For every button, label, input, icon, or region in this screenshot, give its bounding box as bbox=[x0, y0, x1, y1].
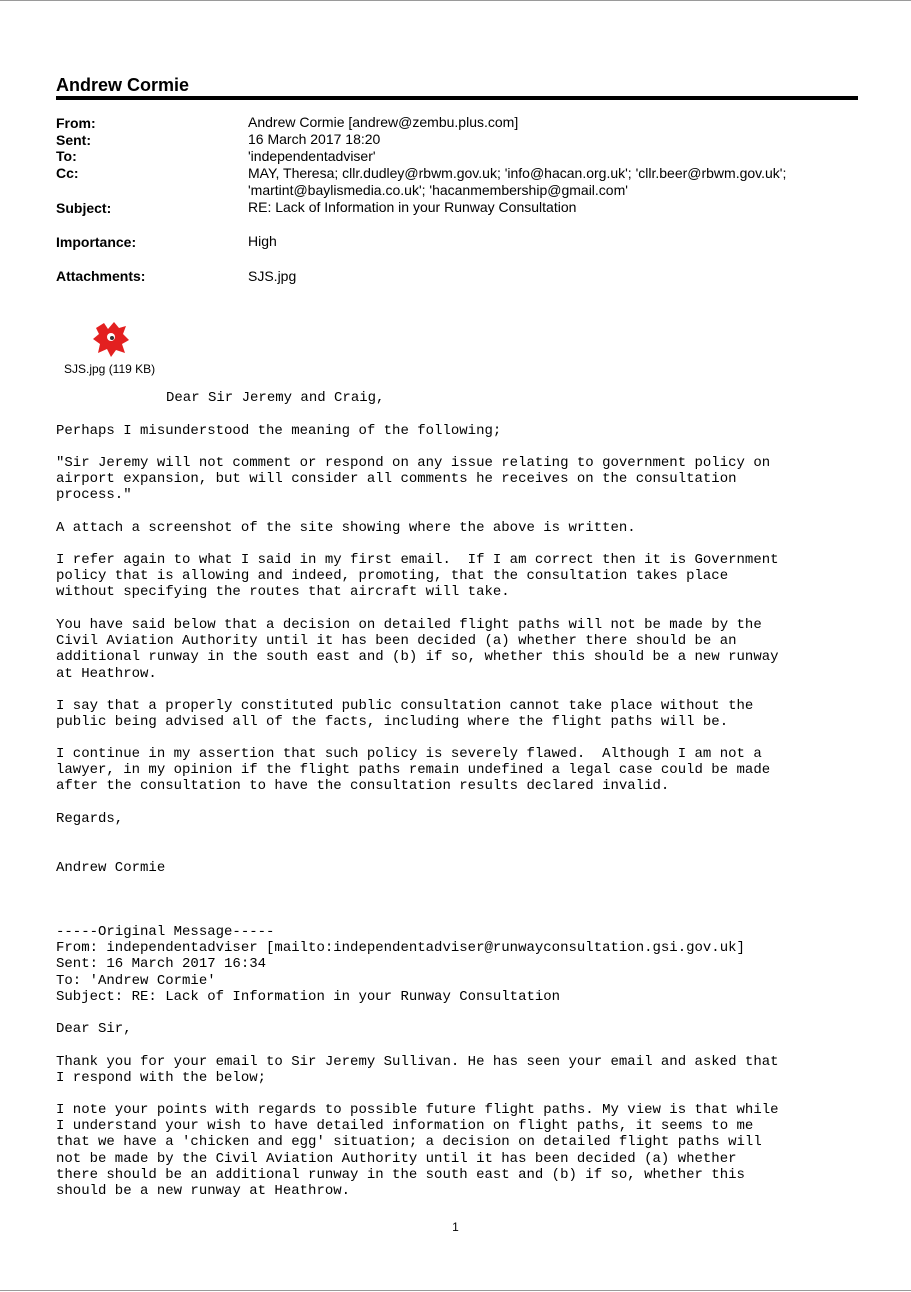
original-message-header: -----Original Message----- From: independentadviser [mailto:independentadviser@runwayconsultation.gsi.gov.uk] Sent: 16 March 2017 16:34 To: 'Andrew Cormie' Subject: RE: Lack of Information in your Runway Consultation bbox=[56, 924, 745, 1005]
attachments-value: SJS.jpg bbox=[248, 268, 297, 284]
sender-name-heading: Andrew Cormie bbox=[56, 75, 190, 95]
image-thumbnail-icon bbox=[92, 320, 130, 358]
body-paragraph-3: A attach a screenshot of the site showing where the above is written. bbox=[56, 520, 636, 536]
subject-label: Subject: bbox=[56, 200, 112, 216]
closing: Regards, bbox=[56, 811, 124, 827]
heading-divider bbox=[56, 96, 858, 100]
cc-value: MAY, Theresa; cllr.dudley@rbwm.gov.uk; 'info@hacan.org.uk'; 'cllr.beer@rbwm.gov.uk'; 'martint@baylismedia.co.uk'; 'hacanmembership@gmail.com' bbox=[248, 165, 787, 198]
importance-label: Importance: bbox=[56, 234, 137, 250]
original-paragraph-2: I note your points with regards to possible future flight paths. My view is that while I understand your wish to have detailed information on flight paths, it seems to me that we have a 'chicken and egg' situation; a decision on detailed flight paths will not be made by the Civil Aviation Authority until it has been decided (a) whether there should be an additional runway in the south east and (b) if so, whether this should be a new runway at Heathrow. bbox=[56, 1102, 779, 1200]
signature: Andrew Cormie bbox=[56, 860, 166, 876]
page-bottom-border bbox=[0, 1290, 911, 1291]
to-label: To: bbox=[56, 148, 77, 164]
from-label: From: bbox=[56, 115, 96, 131]
original-paragraph-1: Thank you for your email to Sir Jeremy Sullivan. He has seen your email and asked that I respond with the below; bbox=[56, 1054, 779, 1087]
body-paragraph-1: Perhaps I misunderstood the meaning of the following; bbox=[56, 423, 502, 439]
subject-value: RE: Lack of Information in your Runway Consultation bbox=[248, 199, 577, 215]
attachment-caption: SJS.jpg (119 KB) bbox=[64, 362, 156, 376]
body-paragraph-4: I refer again to what I said in my first email. If I am correct then it is Government policy that is allowing and indeed, promoting, that the consultation takes place without specifying the routes that aircraft will take. bbox=[56, 552, 779, 601]
page-top-border bbox=[0, 0, 911, 1]
cc-label: Cc: bbox=[56, 165, 79, 181]
from-value: Andrew Cormie [andrew@zembu.plus.com] bbox=[248, 114, 519, 130]
to-value: 'independentadviser' bbox=[248, 148, 376, 164]
attachments-label: Attachments: bbox=[56, 268, 146, 284]
body-paragraph-5: You have said below that a decision on detailed flight paths will not be made by the Civil Aviation Authority until it has been decided (a) whether there should be an additional runway in the south east and (b) if so, whether this should be a new runway at Heathrow. bbox=[56, 617, 779, 682]
sent-label: Sent: bbox=[56, 132, 91, 148]
body-paragraph-7: I continue in my assertion that such policy is severely flawed. Although I am not a lawyer, in my opinion if the flight paths remain undefined a legal case could be made after the consultation to have the consultation results declared invalid. bbox=[56, 746, 771, 795]
greeting: Dear Sir Jeremy and Craig, bbox=[166, 390, 385, 406]
body-paragraph-2: "Sir Jeremy will not comment or respond on any issue relating to government policy on airport expansion, but will consider all comments he receives on the consultation process." bbox=[56, 455, 771, 504]
original-greeting: Dear Sir, bbox=[56, 1021, 132, 1037]
attachment-sjs-jpg[interactable] bbox=[56, 318, 166, 380]
page-number: 1 bbox=[452, 1220, 459, 1234]
body-paragraph-6: I say that a properly constituted public consultation cannot take place without the public being advised all of the facts, including where the flight paths will be. bbox=[56, 698, 754, 731]
sent-value: 16 March 2017 18:20 bbox=[248, 131, 381, 147]
importance-value: High bbox=[248, 233, 277, 249]
